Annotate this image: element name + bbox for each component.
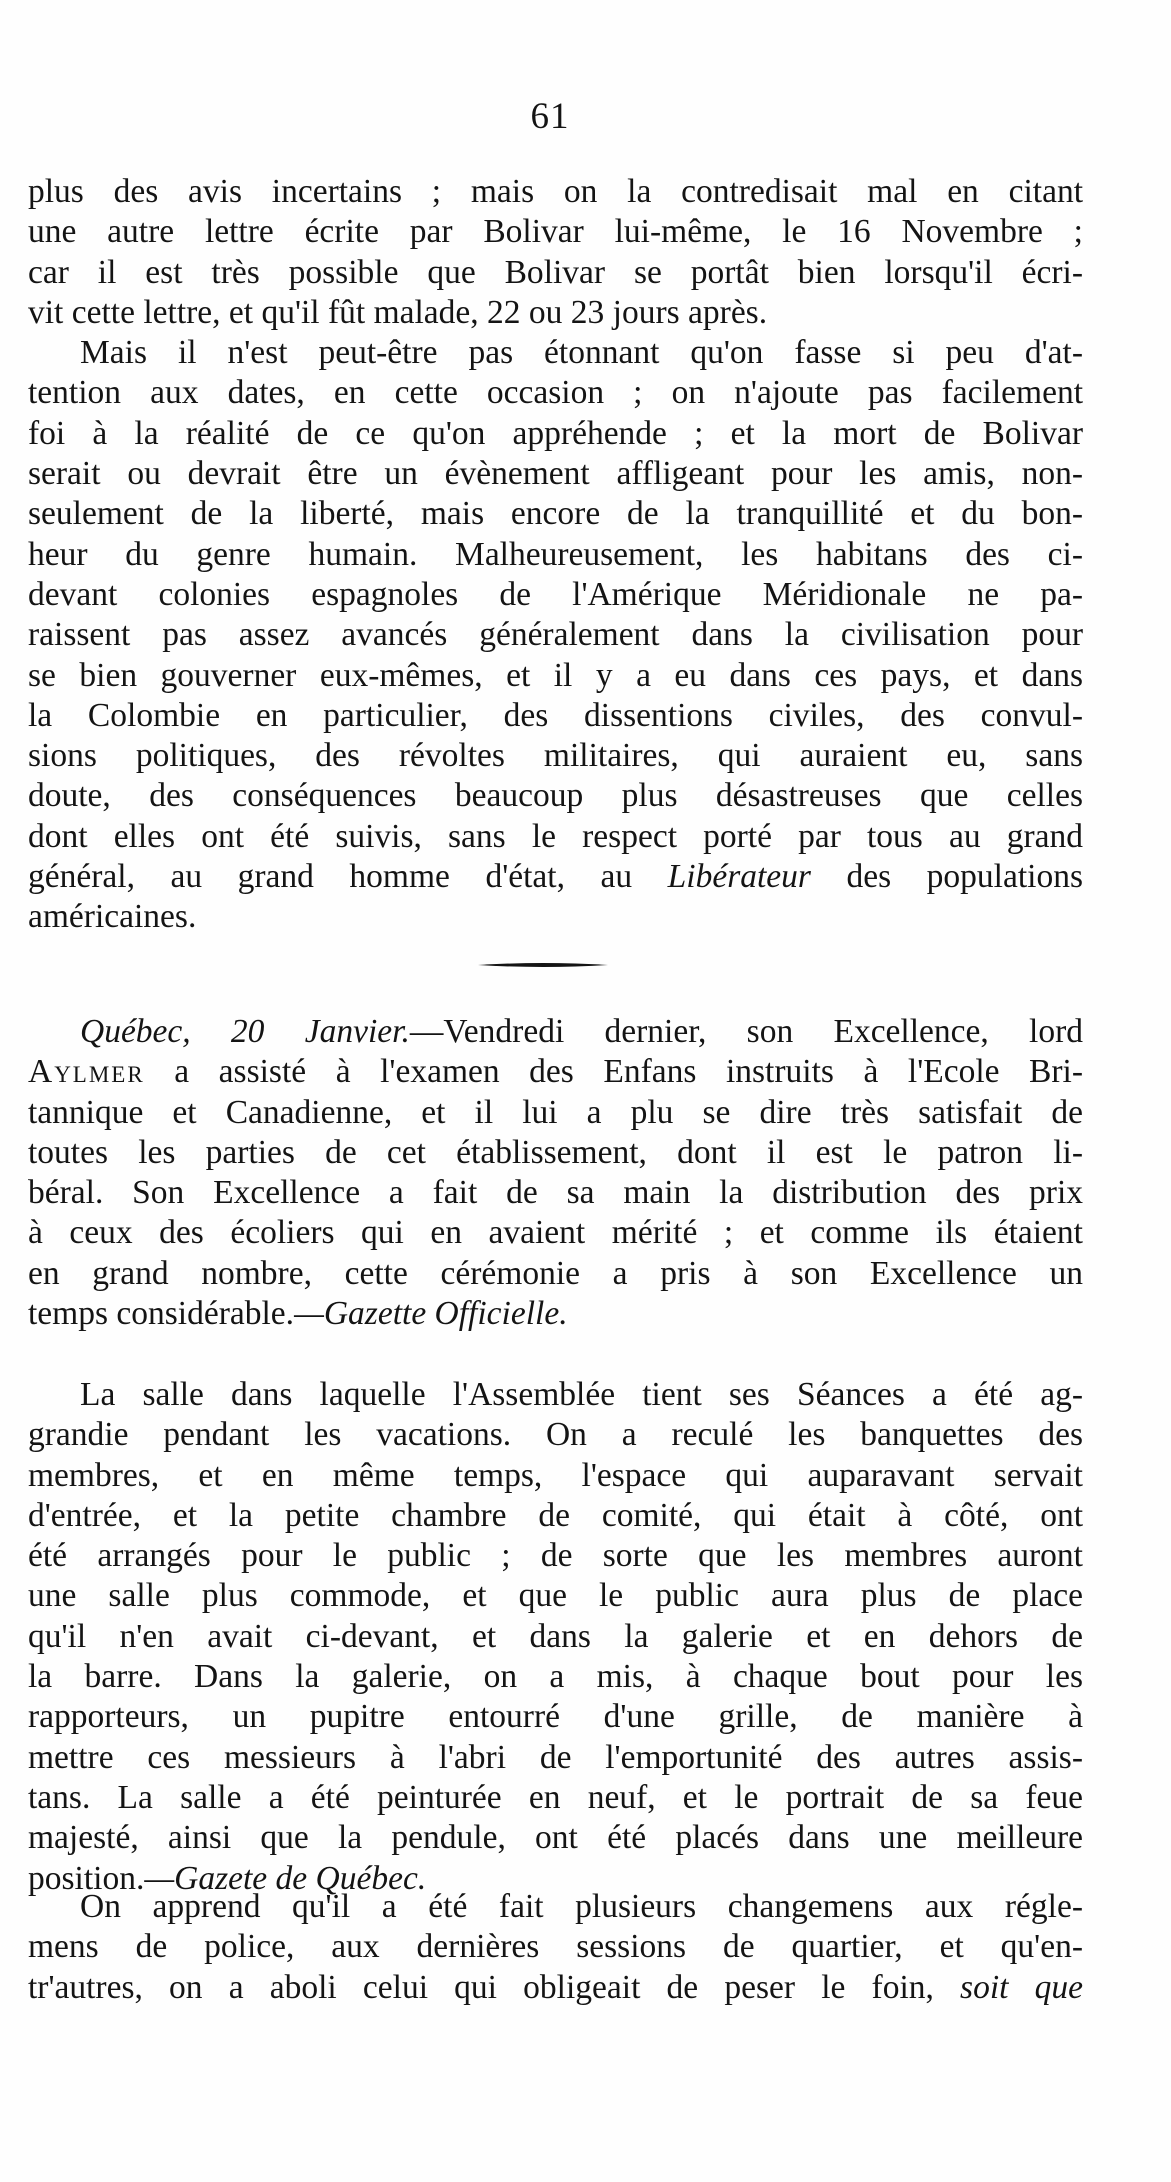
text-line: majesté, ainsi que la pendule, ont été placés dans une meilleure xyxy=(28,1819,1083,1857)
section-divider xyxy=(478,962,608,968)
text-line: mens de police, aux dernières sessions de quartier, et qu'en- xyxy=(28,1928,1083,1966)
text-line: membres, et en même temps, l'espace qui auparavant servait xyxy=(28,1456,1083,1494)
text-fragment: temps considérable. xyxy=(28,1295,295,1333)
divider-ornament-icon xyxy=(478,962,608,968)
text-line xyxy=(28,857,1083,897)
text-line: tans. La salle a été peinturée en neuf, et le portrait de sa feue xyxy=(28,1778,1083,1816)
text-line: qu'il n'en avait ci-devant, et dans la galerie et en dehors de xyxy=(28,1617,1083,1655)
text-line: se bien gouverner eux-mêmes, et il y a eu dans ces pays, et dans xyxy=(28,656,1083,694)
italic-fragment: soit que xyxy=(960,1968,1083,2006)
text-fragment: —Vendredi dernier, son Excellence, lord xyxy=(409,1013,1083,1050)
text-line: vit cette lettre, et qu'il fût malade, 22 ou 23 jours après. xyxy=(28,293,768,331)
text-fragment: tr'autres, on a aboli celui qui obligeait de peser le foin, xyxy=(28,1968,934,2006)
text-fragment: position. xyxy=(28,1859,145,1897)
text-line: devant colonies espagnoles de l'Amérique Méridionale ne pa- xyxy=(28,575,1083,613)
text-line: serait ou devrait être un évènement affligeant pour les amis, non- xyxy=(28,455,1083,493)
text-line: plus des avis incertains ; mais on la contredisait mal en citant xyxy=(28,173,1083,210)
text-line: mettre ces messieurs à l'abri de l'emportunité des autres assis- xyxy=(28,1738,1083,1776)
text-line: une autre lettre écrite par Bolivar lui-même, le 16 Novembre ; xyxy=(28,213,1083,251)
text-line: rapporteurs, un pupitre entourré d'une grille, de manière à xyxy=(28,1698,1083,1736)
text-fragment: général, au grand homme d'état, au xyxy=(28,858,633,896)
text-line: foi à la réalité de ce qu'on appréhende ; et la mort de Bolivar xyxy=(28,414,1083,452)
text-line: béral. Son Excellence a fait de sa main la distribution des prix xyxy=(28,1174,1083,1212)
text-fragment: a assisté à l'examen des Enfans instruits à l'Ecole Bri- xyxy=(174,1053,1084,1091)
text-line: une salle plus commode, et que le public aura plus de place xyxy=(28,1577,1083,1615)
text-line: en grand nombre, cette cérémonie a pris à son Excellence un xyxy=(28,1254,1083,1292)
text-line: la barre. Dans la galerie, on a mis, à chaque bout pour les xyxy=(28,1658,1083,1696)
text-line xyxy=(28,1294,1083,1334)
text-line: d'entrée, et la petite chambre de comité, qui était à côté, ont xyxy=(28,1496,1083,1534)
text-line: Mais il n'est peut-être pas étonnant qu'on fasse si peu d'at- xyxy=(80,334,1083,372)
text-line xyxy=(28,1012,1083,1052)
text-line: heur du genre humain. Malheureusement, les habitans des ci- xyxy=(28,535,1083,573)
paragraph-assembly-hall xyxy=(28,1375,1083,1899)
text-line: dont elles ont été suivis, sans le respect porté par tous au grand xyxy=(28,817,1083,855)
text-line: la Colombie en particulier, des dissentions civiles, des convul- xyxy=(28,696,1083,734)
paragraph-quebec-dispatch xyxy=(28,1012,1083,1334)
text-line: sions politiques, des révoltes militaires, qui auraient eu, sans xyxy=(28,737,1083,775)
paragraph-bolivar xyxy=(28,172,1083,938)
text-line: doute, des conséquences beaucoup plus désastreuses que celles xyxy=(28,777,1083,815)
text-line: tention aux dates, en cette occasion ; on n'ajoute pas facilement xyxy=(28,374,1083,412)
text-line: raissent pas assez avancés généralement dans la civilisation pour xyxy=(28,616,1083,654)
text-line: à ceux des écoliers qui en avaient mérité ; et comme ils étaient xyxy=(28,1214,1083,1252)
text-line: La salle dans laquelle l'Assemblée tient ses Séances a été ag- xyxy=(80,1376,1083,1413)
text-fragment: des populations xyxy=(846,858,1083,896)
source-credit: —Gazette Officielle. xyxy=(294,1295,568,1333)
text-line: seulement de la liberté, mais encore de la tranquillité et du bon- xyxy=(28,495,1083,533)
text-line: car il est très possible que Bolivar se portât bien lorsqu'il écri- xyxy=(28,253,1083,291)
text-line: toutes les parties de cet établissement, dont il est le patron li- xyxy=(28,1133,1083,1171)
text-line: tannique et Canadienne, et il lui a plu se dire très satisfait de xyxy=(28,1093,1083,1131)
source-credit: —Gazete de Québec. xyxy=(144,1859,427,1897)
italic-term: Libérateur xyxy=(667,858,811,896)
person-name: Aylmer xyxy=(28,1053,145,1091)
dateline: Québec, 20 Janvier. xyxy=(80,1013,410,1050)
text-line: été arrangés pour le public ; de sorte que les membres auront xyxy=(28,1537,1083,1575)
text-line: grandie pendant les vacations. On a reculé les banquettes des xyxy=(28,1416,1083,1454)
text-line: américaines. xyxy=(28,898,197,936)
paragraph-police-regulations xyxy=(28,1887,1083,2008)
text-line xyxy=(28,1968,1083,2008)
text-line: On apprend qu'il a été fait plusieurs changemens aux régle- xyxy=(80,1888,1083,1925)
page-number: 61 xyxy=(530,96,570,137)
text-line xyxy=(28,1052,1083,1092)
